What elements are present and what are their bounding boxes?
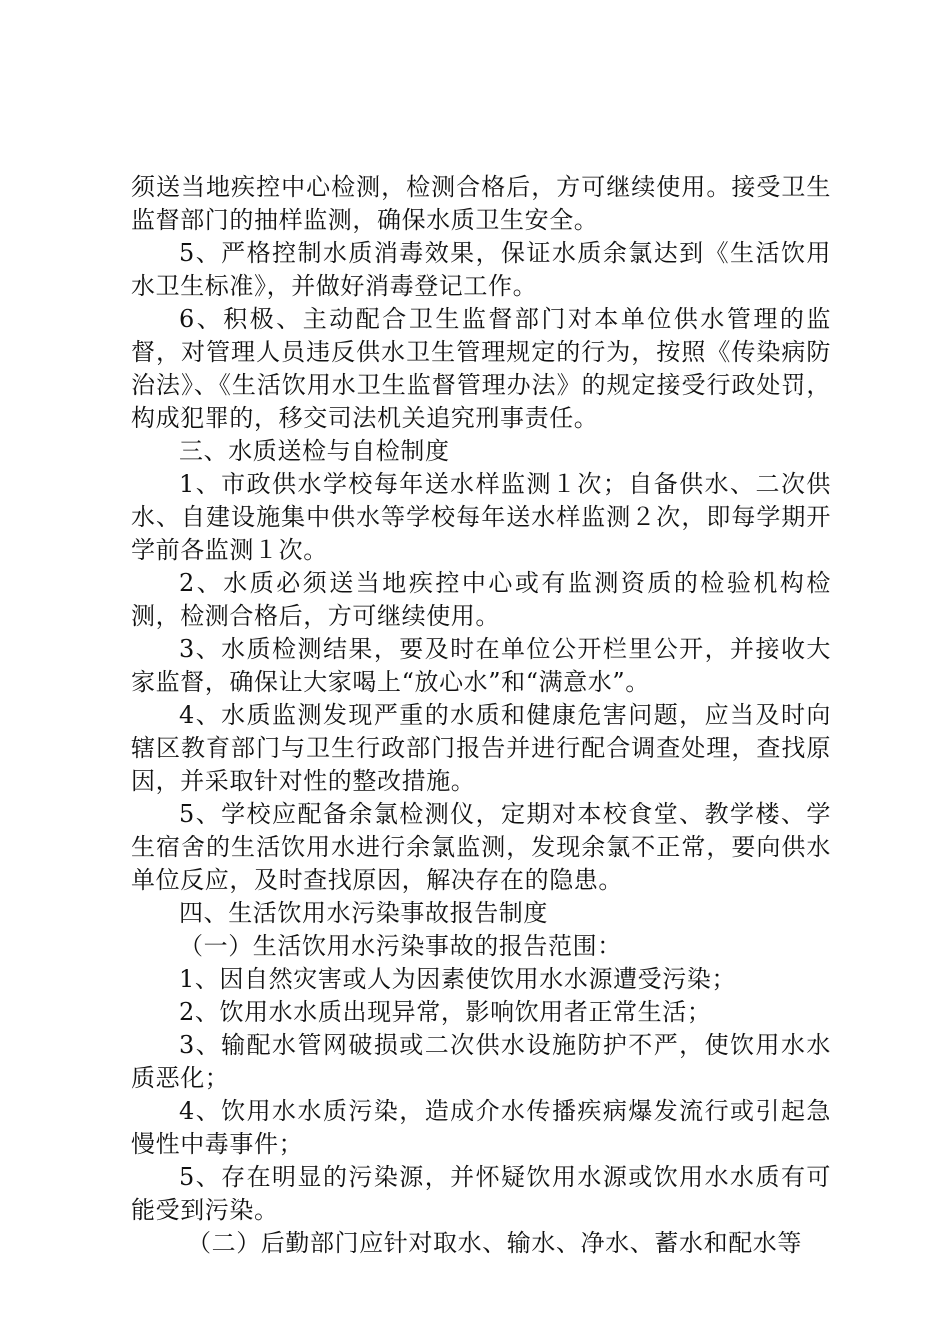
section-heading-4: 四、生活饮用水污染事故报告制度 <box>179 899 548 927</box>
document-body <box>131 171 831 1260</box>
paragraph-item-5-disinfection: 5、严格控制水质消毒效果，保证水质余氯达到《生活饮用水卫生标准》，并做好消毒登记工作。 <box>131 239 831 300</box>
section-heading-3: 三、水质送检与自检制度 <box>179 437 450 465</box>
list-item-2: 2、饮用水水质出现异常，影响饮用者正常生活； <box>179 998 712 1026</box>
list-item-4: 4、饮用水水质污染，造成介水传播疾病爆发流行或引起急慢性中毒事件； <box>131 1097 831 1158</box>
list-item-1: 1、因自然灾害或人为因素使饮用水水源遭受污染； <box>179 965 737 993</box>
paragraph-item-3-results: 3、水质检测结果，要及时在单位公开栏里公开，并接收大家监督，确保让大家喝上“放心水”和“满意水”。 <box>131 635 831 696</box>
list-item-3: 3、输配水管网破损或二次供水设施防护不严，使饮用水水质恶化； <box>131 1031 831 1092</box>
paragraph-item-4-hazards: 4、水质监测发现严重的水质和健康危害问题，应当及时向辖区教育部门与卫生行政部门报告并进行配合调查处理，查找原因，并采取针对性的整改措施。 <box>131 701 831 795</box>
subsection-heading-2: （二）后勤部门应针对取水、输水、净水、蓄水和配水等 <box>187 1229 802 1257</box>
paragraph-continuation: 须送当地疾控中心检测，检测合格后，方可继续使用。接受卫生监督部门的抽样监测，确保水质卫生安全。 <box>131 173 831 234</box>
paragraph-item-1-sampling: 1、市政供水学校每年送水样监测１次；自备供水、二次供水、自建设施集中供水等学校每年送水样监测２次，即每学期开学前各监测１次。 <box>131 470 831 564</box>
subsection-heading-1: （一）生活饮用水污染事故的报告范围： <box>179 932 622 960</box>
paragraph-item-5-chlorine: 5、学校应配备余氯检测仪，定期对本校食堂、教学楼、学生宿舍的生活饮用水进行余氯监测，发现余氯不正常，要向供水单位反应，及时查找原因，解决存在的隐患。 <box>131 800 831 894</box>
list-item-5: 5、存在明显的污染源，并怀疑饮用水源或饮用水水质有可能受到污染。 <box>131 1163 831 1224</box>
paragraph-item-2-testing: 2、水质必须送当地疾控中心或有监测资质的检验机构检测，检测合格后，方可继续使用。 <box>131 569 831 630</box>
paragraph-item-6-supervision: 6、积极、主动配合卫生监督部门对本单位供水管理的监督，对管理人员违反供水卫生管理规定的行为，按照《传染病防治法》、《生活饮用水卫生监督管理办法》的规定接受行政处罚，构成犯罪的，移交司法机关追究刑事责任。 <box>131 305 831 432</box>
